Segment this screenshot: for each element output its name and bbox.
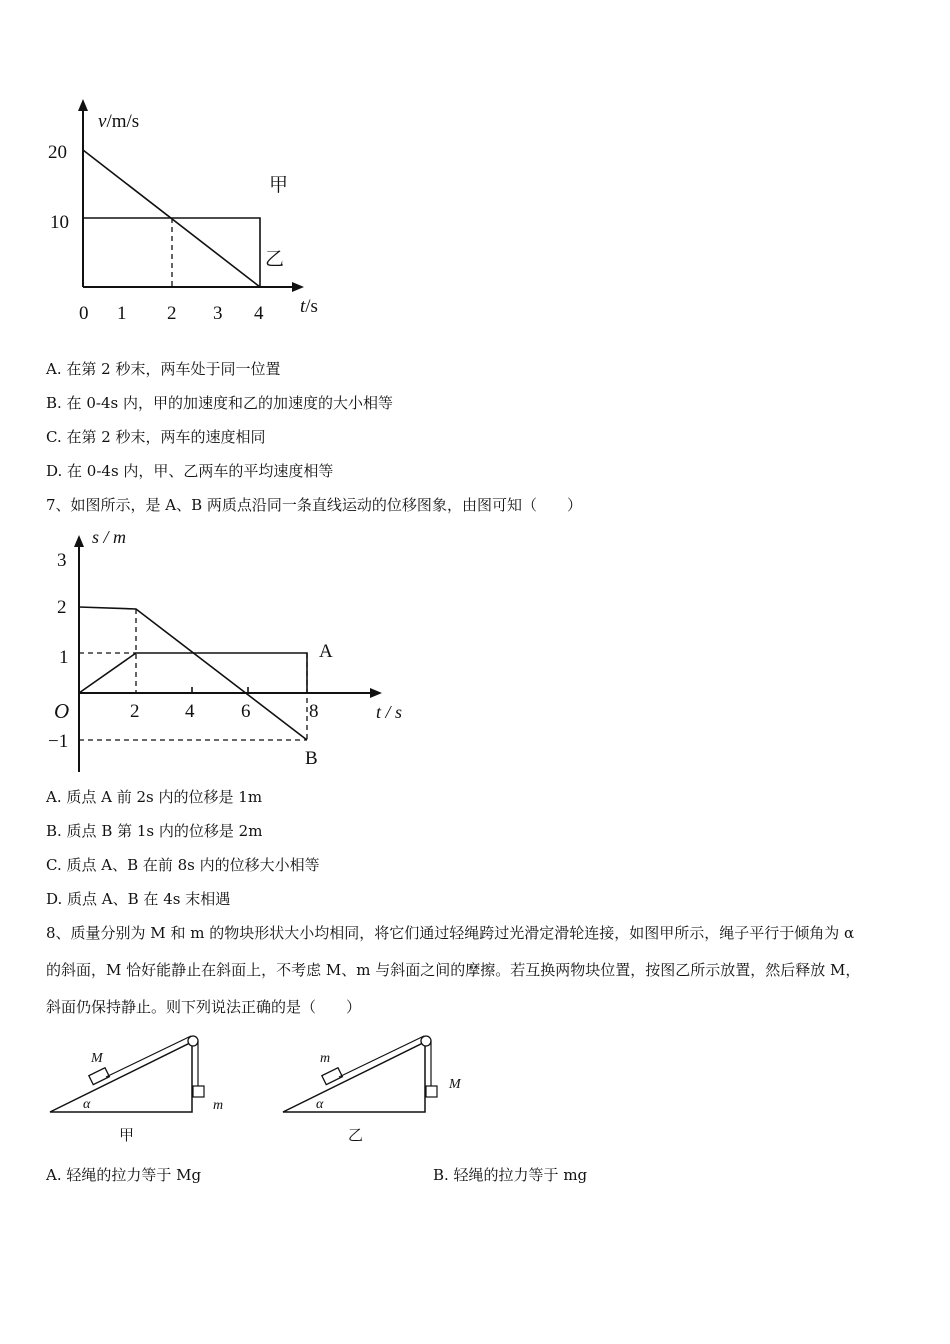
st-label-a: A [319,641,333,662]
st-y-tick-3: 3 [57,550,67,571]
incline-yi-label-m: m [320,1051,331,1066]
vt-y-tick-10: 10 [50,212,69,233]
st-x-tick-2: 2 [130,701,140,722]
vt-x-label: t/s [300,296,318,317]
st-x-tick-8: 8 [309,701,319,722]
q7-stem: 7、如图所示，是 A、B 两质点沿同一条直线运动的位移图象，由图可知（ ） [46,496,582,514]
incline-fig-yi [273,1030,483,1150]
vt-x-tick-0: 0 [79,303,89,324]
q7-option-a: A. 质点 A 前 2s 内的位移是 1m [46,788,263,806]
st-label-b: B [305,748,318,769]
st-x-arrow [370,688,382,698]
q6-option-a: A. 在第 2 秒末，两车处于同一位置 [46,360,281,378]
vt-y-arrow [78,99,88,111]
st-y-arrow [74,535,84,547]
q8-option-b: B. 轻绳的拉力等于 mg [433,1166,588,1184]
incline-jia-pulley [188,1036,198,1046]
incline-jia-hanging-block [193,1086,204,1097]
q8-stem-line3: 斜面仍保持静止。则下列说法正确的是（ ） [46,998,362,1016]
st-y-tick-1: 1 [59,647,69,668]
incline-jia-angle: α [83,1097,91,1112]
st-y-tick-2: 2 [57,597,67,618]
vt-label-jia: 甲 [269,175,289,196]
st-y-label: s / m [92,527,127,547]
incline-yi-slope [283,1042,425,1112]
incline-yi-label-M: M [449,1077,461,1092]
incline-yi-hanging-block [426,1086,437,1097]
st-x-label: t / s [376,702,403,722]
q7-option-c: C. 质点 A、B 在前 8s 内的位移大小相等 [46,856,320,874]
incline-fig-jia [40,1030,250,1150]
incline-yi-angle: α [316,1097,324,1112]
vt-y-tick-20: 20 [48,142,67,163]
vt-x-tick-1: 1 [117,303,127,324]
q8-stem-line1: 8、质量分别为 M 和 m 的物块形状大小均相同，将它们通过轻绳跨过光滑定滑轮连接，如图甲所示，绳子平行于倾角为 α [46,924,855,942]
st-x-tick-6: 6 [241,701,251,722]
q8-option-a: A. 轻绳的拉力等于 Mg [46,1166,202,1184]
vt-x-tick-4: 4 [254,303,264,324]
incline-jia-rope [106,1036,191,1077]
vt-x-tick-2: 2 [167,303,177,324]
q6-option-d: D. 在 0-4s 内，甲、乙两车的平均速度相等 [46,462,334,480]
incline-jia-caption: 甲 [119,1128,135,1144]
vt-graph [40,95,340,335]
incline-yi-rope [339,1036,424,1077]
q7-option-b: B. 质点 B 第 1s 内的位移是 2m [46,822,263,840]
q6-option-b: B. 在 0-4s 内，甲的加速度和乙的加速度的大小相等 [46,394,393,412]
st-line-a [79,653,307,693]
vt-x-arrow [292,282,304,292]
st-graph [40,520,420,780]
incline-jia-label-M: M [91,1051,103,1066]
q6-option-c: C. 在第 2 秒末，两车的速度相同 [46,428,266,446]
vt-label-yi: 乙 [265,249,285,270]
incline-yi-pulley [421,1036,431,1046]
vt-y-label: v/m/s [98,111,140,132]
q8-stem-line2: 的斜面，M 恰好能静止在斜面上，不考虑 M、m 与斜面之间的摩擦。若互换两物块位置，按图乙所示放置，然后释放 M， [46,961,861,979]
incline-yi-caption: 乙 [348,1128,364,1144]
incline-jia-label-m: m [213,1098,224,1113]
vt-x-tick-3: 3 [213,303,223,324]
st-y-tick-neg1: −1 [48,731,69,752]
incline-jia-slope [50,1042,192,1112]
st-x-tick-4: 4 [185,701,195,722]
q7-option-d: D. 质点 A、B 在 4s 末相遇 [46,890,231,908]
st-origin: O [54,699,70,723]
